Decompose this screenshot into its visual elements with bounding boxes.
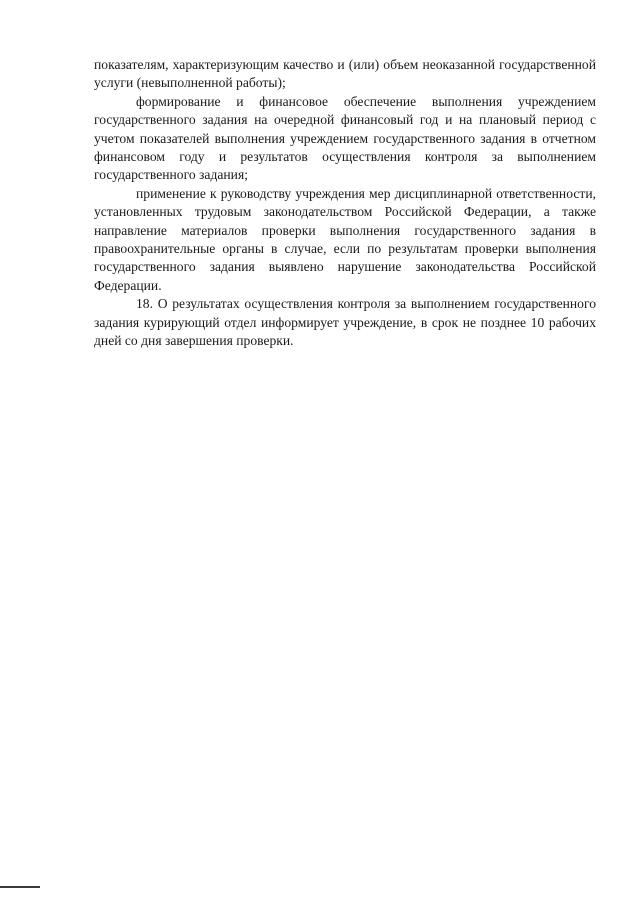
paragraph-financing: формирование и финансовое обеспечение выполнения учреждением государственного задания на очередной финансовый год и на плановый период с учетом показателей выполнения учреждением государственного задания в отчетном финансовом году и результатов осуществления контроля за выполнением государственного задания; [94,93,596,183]
paragraph-continued-indicators: показателям, характеризующим качество и (или) объем неоказанной государственной услуги (невыполненной работы); [94,57,596,91]
paragraph-item-18: 18. О результатах осуществления контроля за выполнением государственного задания курирующий отдел информирует учреждение, в срок не позднее 10 рабочих дней со дня завершения проверки. [94,296,596,349]
document-body [94,56,596,351]
paragraph-disciplinary-measures: применение к руководству учреждения мер дисциплинарной ответственности, установленных трудовым законодательством Российской Федерации, а также направление материалов проверки выполнения государственного задания в правоохранительные органы в случае, если по результатам проверки выполнения государственного задания выявлено нарушение законодательства Российской Федерации. [94,185,596,293]
scan-edge-mark [0,886,40,888]
